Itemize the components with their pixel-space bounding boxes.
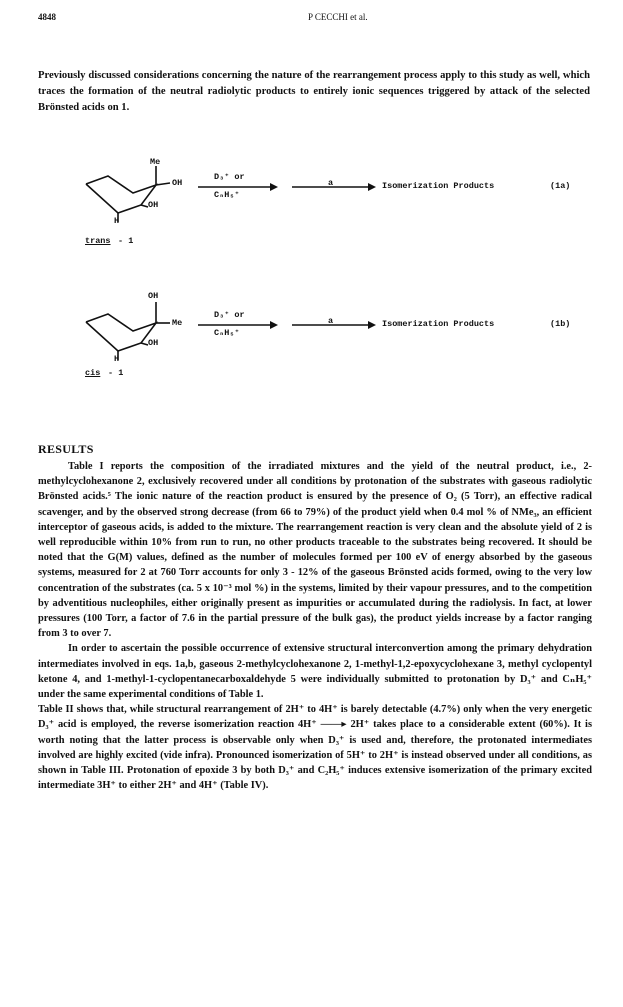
product-label: Isomerization Products bbox=[382, 319, 495, 329]
substituent-low: OH bbox=[148, 200, 159, 210]
substituent-top: Me bbox=[150, 157, 161, 167]
page-number: 4848 bbox=[38, 12, 56, 22]
results-paragraph-3: Table II shows that, while structural rearrangement of 2H⁺ to 4H⁺ is barely detectable (4.7%) only when the very energetic D₃⁺ acid is employed, the reverse isomerization reaction 4H⁺ ——▸ 2H⁺ takes place to a considerable extent (60%). It is worth noting that the latter process is observable only when D₃⁺ is used and, therefore, the protonated intermediates involved are highly excited (vide infra). Pronounced isomerization of 5H⁺ to 2H⁺ is instead observed under all conditions, as shown in Table III. Protonation of epoxide 3 by both D₃⁺ and C₂H₅⁺ induces extensive isomerization of the primary excited intermediate 3H⁺ to either 2H⁺ and 4H⁺ (Table IV). bbox=[38, 704, 592, 792]
results-body bbox=[38, 459, 592, 793]
results-paragraph-1: Table I reports the composition of the irradiated mixtures and the yield of the neutral product, i.e., 2-methylcyclohexanone 2, exclusively recovered under all conditions by protonation of the substrates with gaseous radiolytic Brönsted acids.⁵ The ionic nature of the reaction product is ensured by the presence of O₂ (5 Torr), an effective radical scavenger, and by the observed strong decrease (from 66 to 79%) of the product yield when 0.4 mol % of NMe₃, an efficient interceptor of gaseous acids, is added to the mixture. The rearrangement reaction is very clean and the absolute yield of 2 is well reproducible within 10% from run to run, no other products traceable to the substrates being recovered. It should be noted that the G(M) values, defined as the number of molecules formed per 100 eV of energy absorbed by the gaseous systems, measured for 2 at 760 Torr accounts for only 3 - 12% of the gaseous Brönsted acids formed, owing to the very low concentration of the substrates (ca. 5 x 10⁻³ mol %) in the systems, limited by their vapour pressures, and to the competition by adventitious nucleophiles, either originally present as impurities or accumulated during the radiolysis. In fact, at lower pressures (100 Torr, a factor of 7.6 in the partial pressure of the bulk gas), the product yields increase by a factor ranging from 3 to over 7. bbox=[38, 461, 592, 640]
stereo-descriptor: cis bbox=[85, 368, 101, 378]
reagent-bottom: CₙH₅⁺ bbox=[214, 190, 240, 200]
reagent-top: D₃⁺ or bbox=[214, 172, 245, 182]
reagent-top: D₃⁺ or bbox=[214, 310, 245, 320]
results-paragraph-2: In order to ascertain the possible occurrence of extensive structural interconvertion among the primary dehydration intermediates involved in eqs. 1a,b, gaseous 2-methylcyclohexanone 2, 1-methyl-1,2-epoxycyclohexane 3, methyl cyclopentyl ketone 4, and 1-methyl-1-cyclopentanecarboxaldehyde 5 were individually submitted to protonation by D₃⁺ and CₙH₅⁺ under the same experimental conditions of Table 1. bbox=[38, 643, 592, 701]
product-label: Isomerization Products bbox=[382, 181, 495, 191]
equation-label: (1b) bbox=[550, 319, 571, 329]
cyclohexane-structure-trans bbox=[38, 150, 598, 270]
reagent-bottom: CₙH₅⁺ bbox=[214, 328, 240, 338]
scheme-1b bbox=[38, 288, 598, 408]
compound-number: - 1 bbox=[118, 236, 134, 246]
equation-label: (1a) bbox=[550, 181, 571, 191]
step-label: a bbox=[328, 316, 334, 326]
substituent-low: OH bbox=[148, 338, 159, 348]
running-head: P CECCHI et al. bbox=[308, 12, 368, 22]
substituent-top: OH bbox=[148, 291, 159, 301]
substituent-side: Me bbox=[172, 318, 183, 328]
step-label: a bbox=[328, 178, 334, 188]
intro-paragraph: Previously discussed considerations concerning the nature of the rearrangement process apply to this study as well, which traces the formation of the neutral radiolytic products to entirely ionic sequences triggered by attack of the selected Brönsted acids on 1. bbox=[38, 70, 590, 113]
substituent-side: OH bbox=[172, 178, 183, 188]
page-header bbox=[38, 12, 598, 26]
section-heading-results: RESULTS bbox=[38, 442, 94, 456]
compound-number: - 1 bbox=[108, 368, 124, 378]
scheme-1a bbox=[38, 150, 598, 270]
stereo-descriptor: trans bbox=[85, 236, 111, 246]
substituent-h: H bbox=[114, 216, 120, 226]
cyclohexane-structure-cis bbox=[38, 288, 598, 408]
substituent-h: H bbox=[114, 354, 120, 364]
